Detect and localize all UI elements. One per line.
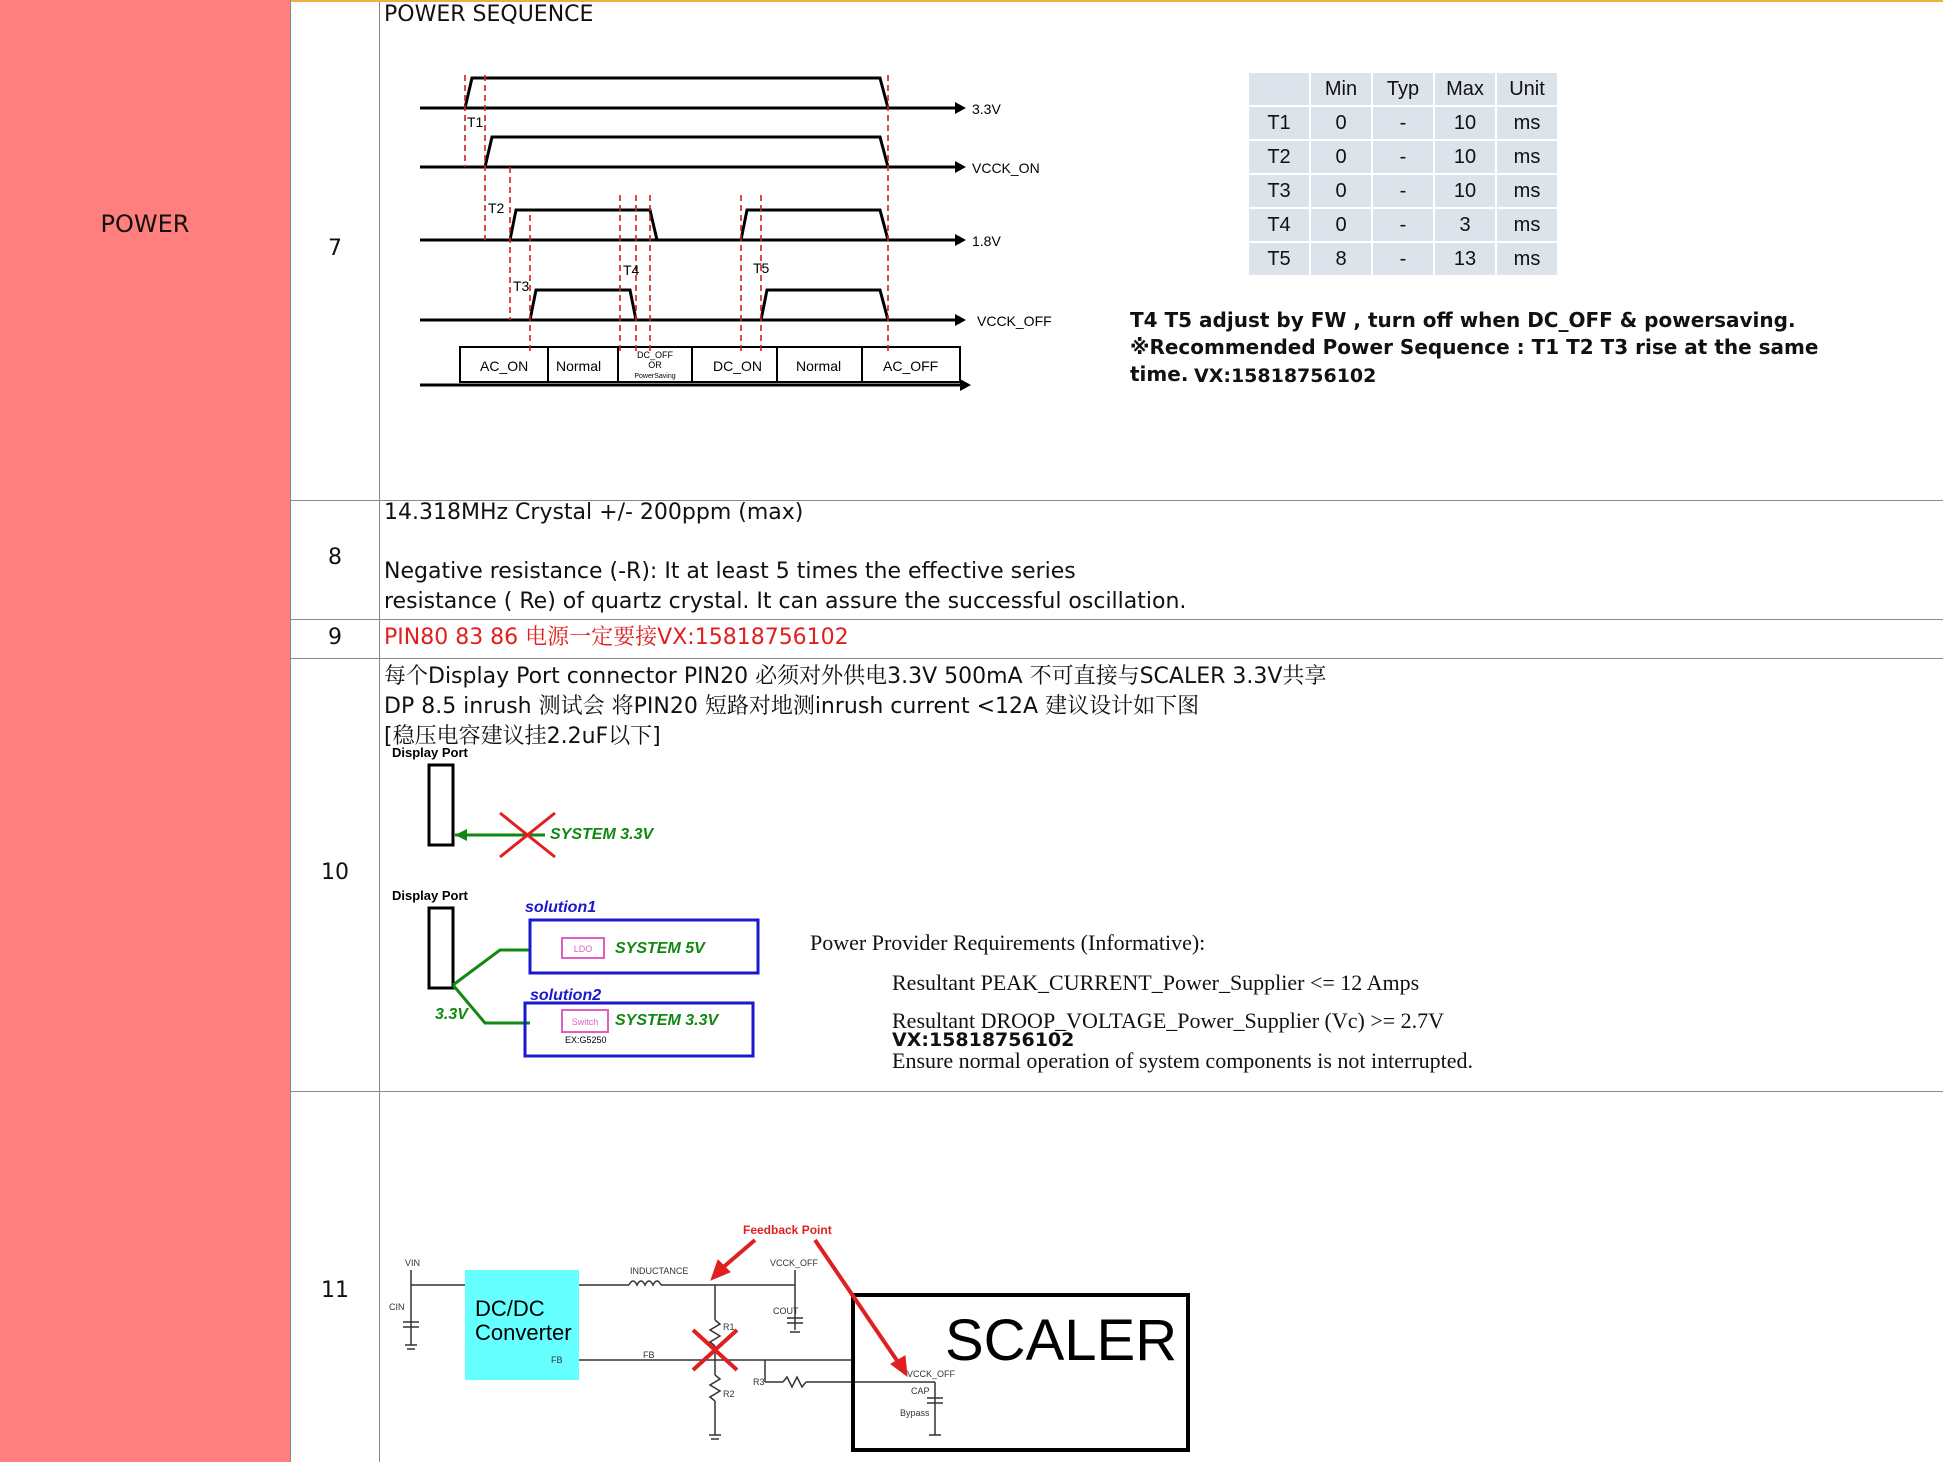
table-header: Max — [1434, 72, 1496, 106]
dp-power-diagram — [385, 745, 785, 1065]
vin-label: VIN — [405, 1258, 421, 1268]
table-cell: 10 — [1434, 140, 1496, 174]
crystal-note: resistance ( Re) of quartz crystal. It can assure the successful oscillation. — [384, 589, 1187, 614]
table-row — [1248, 208, 1558, 242]
cin-label: CIN — [389, 1302, 405, 1312]
table-cell: 13 — [1434, 242, 1496, 276]
table-cell: ms — [1496, 208, 1558, 242]
number-column — [291, 0, 380, 1462]
converter-label: DC/DC — [475, 1296, 545, 1321]
table-header: Typ — [1372, 72, 1434, 106]
table-cell: T1 — [1248, 106, 1310, 140]
system-label: SYSTEM 3.3V — [615, 1012, 719, 1029]
row-border — [291, 1091, 1943, 1092]
table-cell: ms — [1496, 242, 1558, 276]
category-column — [0, 0, 291, 1462]
ppr-line: Ensure normal operation of system components is not interrupted. — [892, 1048, 1474, 1073]
ppr-line: Resultant DROOP_VOLTAGE_Power_Supplier (Vc) >= 2.7V — [892, 1008, 1445, 1033]
sequence-note: time. — [1130, 362, 1189, 386]
dp-label: Display Port — [392, 888, 468, 903]
switch-label: Switch — [571, 1017, 599, 1027]
table-cell: - — [1372, 140, 1434, 174]
scaler-label: SCALER — [945, 1308, 1178, 1373]
table-cell: 0 — [1310, 106, 1372, 140]
power-sequence-diagram — [410, 55, 1060, 400]
signal-label: VCCK_OFF — [977, 313, 1052, 329]
crystal-spec: 14.318MHz Crystal +/- 200ppm (max) — [384, 500, 804, 525]
state-label: AC_ON — [480, 358, 529, 374]
table-cell: - — [1372, 242, 1434, 276]
contact-note: VX:15818756102 — [892, 1029, 1075, 1051]
table-cell: 0 — [1310, 208, 1372, 242]
row-number: 11 — [321, 1278, 349, 1303]
table-cell: T4 — [1248, 208, 1310, 242]
dp-power-note: 每个Display Port connector PIN20 必须对外供电3.3V 500mA 不可直接与SCALER 3.3V共享 — [384, 664, 1327, 689]
row-number: 7 — [328, 236, 342, 261]
state-label: DC_ON — [713, 358, 763, 374]
table-cell: - — [1372, 106, 1434, 140]
table-cell: 8 — [1310, 242, 1372, 276]
dp-label: Display Port — [392, 745, 468, 760]
feedback-label: Feedback Point — [743, 1223, 832, 1237]
fb-pin-label: FB — [551, 1355, 563, 1365]
table-cell: 3 — [1434, 208, 1496, 242]
solution-label: solution1 — [525, 899, 597, 916]
voltage-label: 3.3V — [435, 1006, 468, 1023]
table-cell: ms — [1496, 140, 1558, 174]
table-cell: 10 — [1434, 106, 1496, 140]
timing-label: T5 — [753, 260, 770, 276]
table-header: Min — [1310, 72, 1372, 106]
state-label: OR — [648, 360, 662, 370]
state-label: PowerSaving — [634, 373, 676, 380]
cout-label: COUT — [773, 1306, 799, 1316]
timing-spec-table — [1247, 71, 1559, 277]
converter-label: Converter — [475, 1320, 572, 1345]
table-row — [1248, 174, 1558, 208]
inductor-label: INDUCTANCE — [630, 1266, 689, 1276]
table-cell: ms — [1496, 174, 1558, 208]
dp-power-note: DP 8.5 inrush 测试会 将PIN20 短路对地测inrush current <12A 建议设计如下图 — [384, 694, 1200, 719]
category-label: POWER — [100, 210, 190, 238]
table-cell: 10 — [1434, 174, 1496, 208]
table-header: Unit — [1496, 72, 1558, 106]
net-label: VCCK_OFF — [770, 1258, 819, 1268]
net-label: VCCK_OFF — [907, 1369, 956, 1379]
state-label: Normal — [556, 358, 602, 374]
resistor-label: R1 — [723, 1322, 735, 1332]
signal-label: 1.8V — [972, 233, 1001, 249]
table-cell: T2 — [1248, 140, 1310, 174]
table-row — [1248, 242, 1558, 276]
signal-label: 3.3V — [972, 101, 1001, 117]
state-label: DC_OFF — [637, 350, 673, 360]
sequence-note: T4 T5 adjust by FW , turn off when DC_OFF & powersaving. — [1130, 308, 1796, 332]
system-label: SYSTEM 5V — [615, 940, 705, 957]
row-number: 9 — [328, 625, 342, 650]
example-part: EX:G5250 — [565, 1035, 607, 1045]
ldo-label: LDO — [573, 944, 593, 954]
state-label: AC_OFF — [883, 358, 939, 374]
resistor-label: R3 — [753, 1377, 765, 1387]
table-cell: - — [1372, 174, 1434, 208]
table-row — [1248, 106, 1558, 140]
net-label: FB — [643, 1350, 655, 1360]
pin-power-note: PIN80 83 86 电源一定要接VX:15818756102 — [384, 625, 849, 650]
signal-label: VCCK_ON — [972, 160, 1040, 176]
crystal-note: Negative resistance (-R): It at least 5 times the effective series — [384, 559, 1076, 584]
resistor-label: R2 — [723, 1389, 735, 1399]
table-cell: 0 — [1310, 174, 1372, 208]
ppr-title: Power Provider Requirements (Informative): — [810, 930, 1206, 955]
table-header — [1248, 72, 1310, 106]
state-label: Normal — [796, 358, 842, 374]
row-number: 8 — [328, 545, 342, 570]
timing-label: T2 — [488, 200, 505, 216]
contact-note: VX:15818756102 — [1194, 365, 1377, 387]
timing-label: T3 — [513, 278, 530, 294]
table-row — [1248, 140, 1558, 174]
table-cell: T5 — [1248, 242, 1310, 276]
solution-label: solution2 — [530, 987, 602, 1004]
row-number: 10 — [321, 860, 349, 885]
table-cell: - — [1372, 208, 1434, 242]
table-cell: ms — [1496, 106, 1558, 140]
bypass-label: Bypass — [900, 1408, 930, 1418]
dp-power-note: [稳压电容建议挂2.2uF以下] — [384, 724, 661, 749]
timing-label: T1 — [467, 114, 484, 130]
feedback-circuit-diagram — [385, 1210, 1205, 1460]
cap-label: CAP — [911, 1386, 930, 1396]
table-cell: T3 — [1248, 174, 1310, 208]
table-cell: 0 — [1310, 140, 1372, 174]
sequence-note: ※Recommended Power Sequence : T1 T2 T3 rise at the same — [1130, 335, 1819, 359]
ppr-line: Resultant PEAK_CURRENT_Power_Supplier <= 12 Amps — [892, 970, 1420, 995]
table-header-row — [1248, 72, 1558, 106]
system-label: SYSTEM 3.3V — [550, 826, 654, 843]
power-sequence-title: POWER SEQUENCE — [384, 2, 594, 27]
timing-label: T4 — [623, 262, 640, 278]
